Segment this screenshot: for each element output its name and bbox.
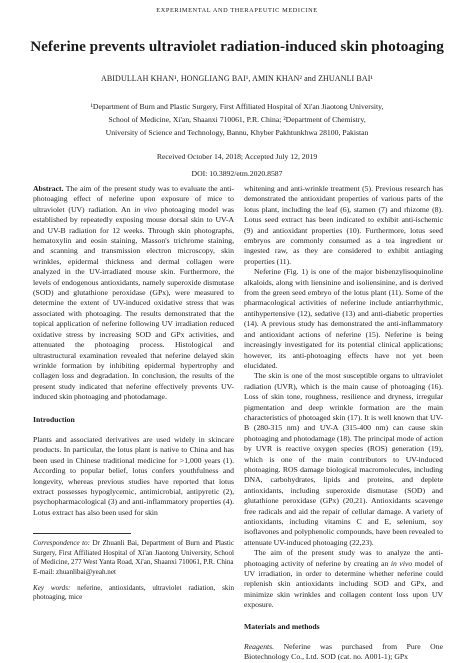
affiliation-line: ¹Department of Burn and Plastic Surgery, First Affiliated Hospital of Xi'an Jiaotong University, [90, 102, 384, 111]
journal-running-head: EXPERIMENTAL AND THERAPEUTIC MEDICINE [156, 7, 318, 14]
right-column [244, 184, 443, 663]
keywords [33, 584, 234, 603]
author-list: ABIDULLAH KHAN¹, HONGLIANG BAI¹, AMIN KHAN² and ZHUANLI BAI¹ [100, 74, 373, 83]
introduction-paragraph [244, 548, 443, 610]
footnote-divider [33, 533, 131, 534]
affiliations [60, 100, 414, 140]
left-column [33, 184, 234, 603]
abstract-text: photoaging model was established by repeatedly exposing mouse dorsal skin to UV-A and UV-B radiation for 12 weeks. Through skin photographs, hematoxylin and eosin staining, Masson's trichrome staining, and scanning and transmission electron microscopy, skin wrinkles, epidermal thickness and dermal collagen were analyzed in the UV-irradiated mouse skin. Furthermore, the levels of endogenous antioxidants, namely superoxide dismutase (SOD) and glutathione peroxidase (GPx), were measured to determine the extent of UV-induced oxidative stress that was associated with photoaging. The results demonstrated that the topical application of neferine following UV irradiation reduced oxidative stress by increasing SOD and GPx activities, and attenuated the photoaging process. Histological and ultrastructural examination revealed that neferine delayed skin wrinkle formation by inhibiting epidermal hypertrophy and collagen loss and degradation. In conclusion, the results of the present study indicated that neferine effectively prevents UV-induced skin photoaging and photodamage. [33, 204, 234, 402]
correspondence-email: E-mail: zhuanlibai@yeah.net [33, 567, 116, 576]
methods-heading: Materials and methods [244, 621, 320, 631]
abstract [33, 184, 234, 403]
keywords-text: neferine, antioxidants, ultraviolet radiation, skin photoaging, mice [33, 583, 234, 602]
abstract-italic: in vivo [134, 204, 157, 214]
introduction-paragraph: Plants and associated derivatives are used widely in skincare products. In particular, the lotus plant is native to China and has been used in Chinese traditional medicine for >1,000 years (1). According to popular belief, lotus confers youthfulness and longevity, whereas previous studies have reported that lotus extract possesses hypoglycemic, antimicrobial, antipyretic (2), psychopharmacological (3) and anti-inflammatory properties (4). Lotus extract has also been used for skin [33, 434, 234, 517]
affiliation-line: School of Medicine, Xi'an, Shaanxi 710061, P.R. China; ²Department of Chemistry, [108, 115, 366, 125]
abstract-label: Abstract. [33, 184, 64, 193]
correspondence-text: Dr Zhuanli Bai, Department of Burn and Plastic Surgery, First Affiliated Hospital of Xi'an Jiaotong University, School of Medicine, 277 West Yanta Road, Xi'an, Shaanxi 710061, P.R. China [33, 539, 234, 567]
introduction-paragraph: Neferine (Fig. 1) is one of the major bisbenzylisoquinoline alkaloids, along with liensinine and isoliensinine, and is derived from the green seed embryo of the lotus plant (11). Some of the pharmacological activities of neferine include antiarrhythmic, antihypertensive (12), sedative (13) and anti-diabetic properties (14). A previous study has demonstrated the anti-inflammatory and antioxidant actions of neferine (15). Neferine is being increasingly investigated for its potential clinical applications; however, its anti-photoaging effects have not yet been elucidated. [244, 267, 443, 370]
affiliation-line: University of Science and Technology, Bannu, Khyber Pakhtunkhwa 28100, Pakistan [105, 128, 369, 138]
keywords-label: Key words: [33, 583, 71, 592]
intro-text: model of UV irradiation, in order to determine whether neferine could replenish skin antioxidants including SOD and GPx, and minimize skin wrinkles and collagen content loss upon UV exposure. [244, 558, 443, 610]
introduction-paragraph-continued: whitening and anti-wrinkle treatment (5). Previous research has demonstrated the antioxidant properties of various parts of the lotus plant, including the leaf (6), stamen (7) and rhizome (8). Lotus seed extract has been indicated to exhibit anti-ischemic (9) and antioxidant properties (10). Furthermore, lotus seed embryos are commonly consumed as a tea ingredient or ingested raw, as they are considered to exhibit antiaging properties (11). [244, 184, 443, 266]
introduction-paragraph: The skin is one of the most susceptible organs to ultraviolet radiation (UVR), which is the main cause of photoaging (16). Loss of skin tone, roughness, resilience and dryness, irregular pigmentation and deep wrinkle formation are the main characteristics of photoaged skin (17). It is well known that UV-B (280-315 nm) and UV-A (315-400 nm) can cause skin photoaging and photodamage (18). The principal mode of action by UVR is reactive oxygen species (ROS) generation (19), which is one of the main contributors to UV-induced photoaging. ROS damage biological macromolecules, including DNA, carbohydrates, lipids and proteins, and deplete antioxidants, including superoxide dismutase (SOD) and glutathione peroxidase (GPx) (20,21). Antioxidants scavenge free radicals and aid the repair of cellular damage. A variety of antioxidants, including vitamins C and E, selenium, soy isoflavones and polyphenolic compounds, have been revealed to attenuate UV-induced photoaging (22,23). [244, 371, 443, 547]
received-accepted-dates: Received October 14, 2018; Accepted July 12, 2019 [156, 152, 318, 161]
abstract-text: The aim of the present study was to evaluate the anti-photoaging effect of neferine upon exposure of mice to ultraviolet (UV) radiation. An [33, 184, 234, 214]
reagents-label: Reagents. [244, 642, 275, 652]
intro-text: The aim of the present study was to analyze the anti-photoaging activity of neferine by creating an [244, 548, 443, 568]
intro-italic: in vivo [390, 558, 413, 568]
paper-title: Neferine prevents ultraviolet radiation-induced skin photoaging [30, 38, 444, 55]
reagents-text: Neferine was purchased from Pure One Biotechnology Co., Ltd. SOD (cat. no. A001-1); GPx [244, 642, 443, 662]
introduction-heading: Introduction [33, 414, 75, 424]
correspondence-note [33, 539, 234, 568]
correspondence-label: Correspondence to: [33, 539, 91, 548]
doi-line: DOI: 10.3892/etm.2020.8587 [191, 169, 283, 178]
reagents-paragraph [244, 642, 443, 663]
